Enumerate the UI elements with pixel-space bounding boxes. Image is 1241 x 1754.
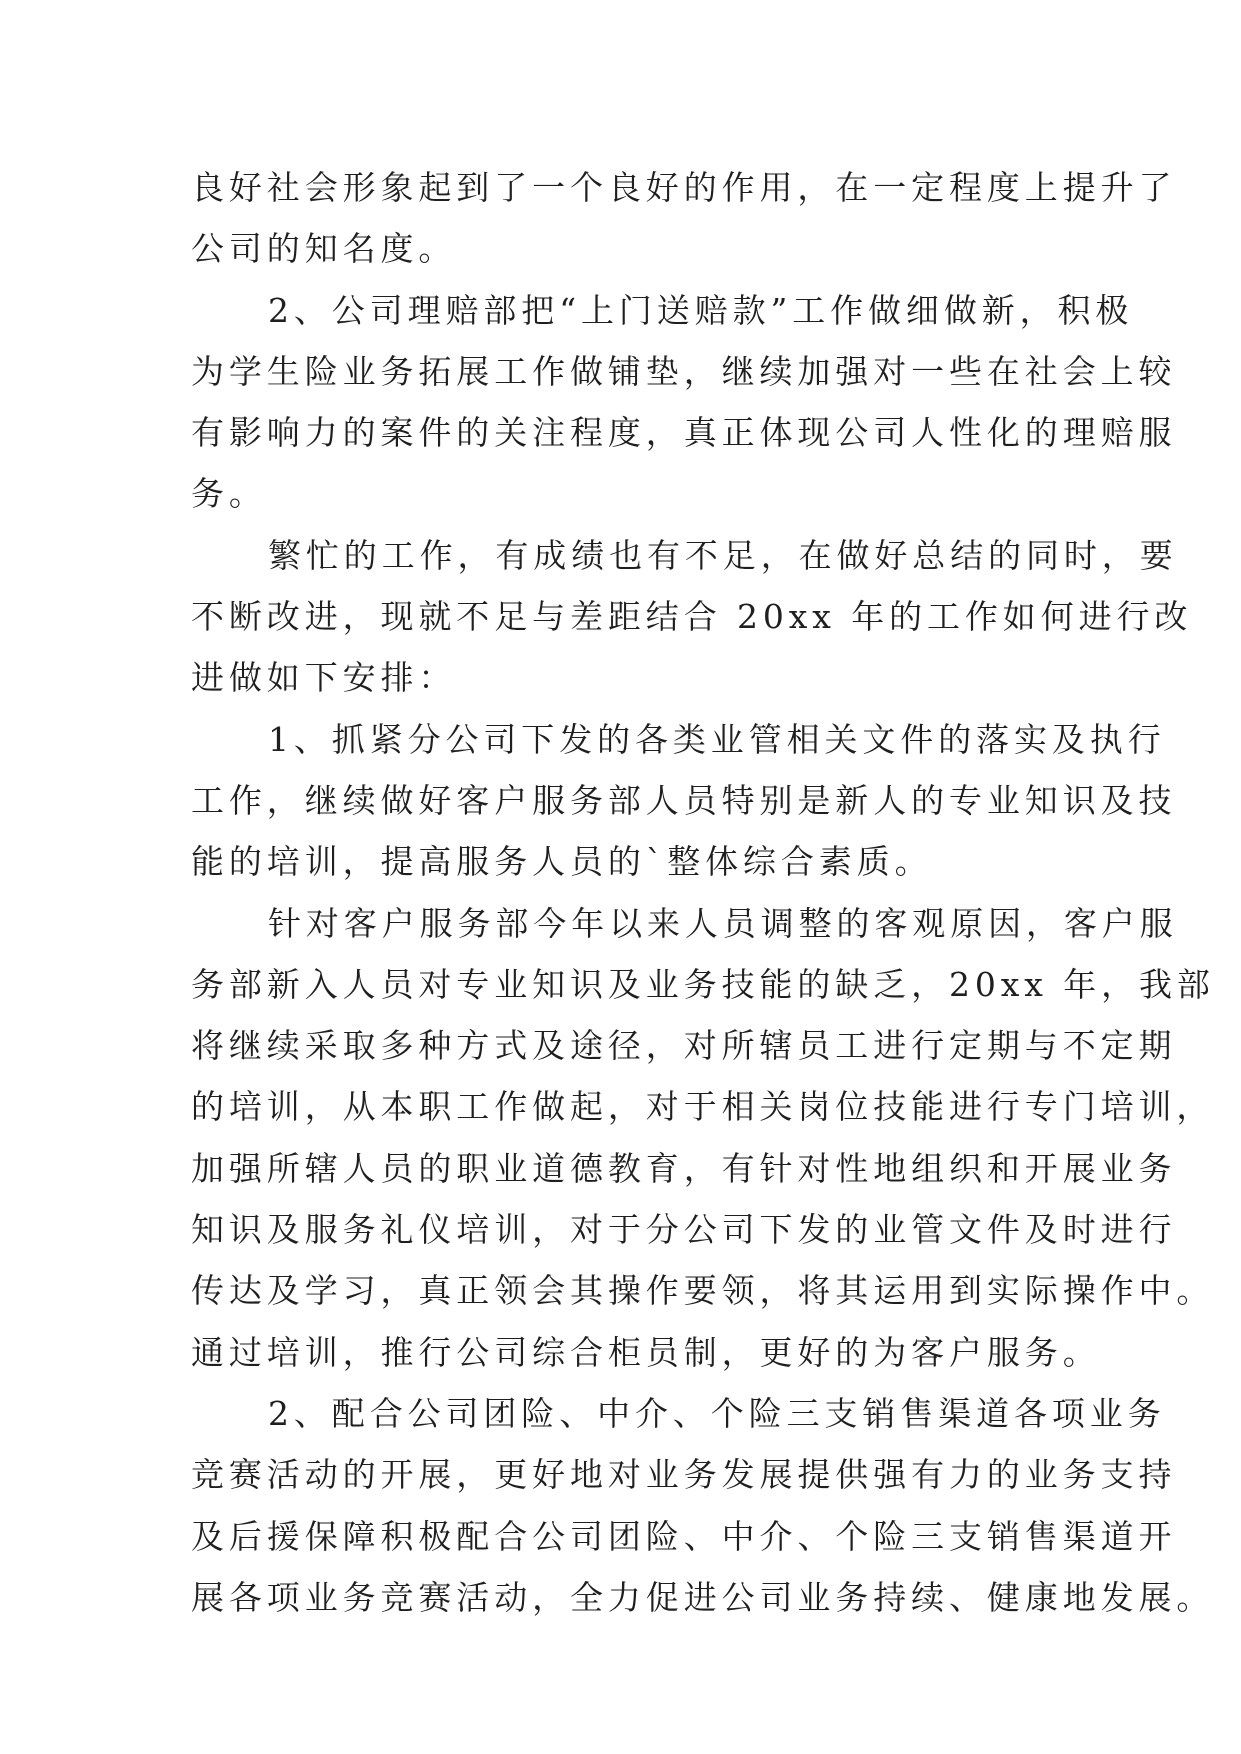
text-line: 针对客户服务部今年以来人员调整的客观原因，客户服 [268, 903, 1178, 943]
text-line: 繁忙的工作，有成绩也有不足，在做好总结的同时，要 [268, 535, 1178, 575]
text-line: 2、公司理赔部把“上门送赔款”工作做细做新，积极 [268, 290, 1134, 330]
text-line: 2、配合公司团险、中介、个险三支销售渠道各项业务 [268, 1393, 1166, 1433]
text-line: 能的培训，提高服务人员的`整体综合素质。 [191, 842, 933, 882]
text-line: 及后援保障积极配合公司团险、中介、个险三支销售渠道开 [191, 1516, 1177, 1556]
text-line: 展各项业务竞赛活动，全力促进公司业务持续、健康地发展。 [191, 1577, 1215, 1617]
paragraph-3 [191, 525, 1193, 709]
text-line: 传达及学习，真正领会其操作要领，将其运用到实际操作中。 [191, 1271, 1215, 1311]
paragraph-1 [191, 157, 1177, 280]
paragraph-2 [191, 280, 1177, 525]
text-line: 务。 [191, 474, 267, 514]
text-line: 将继续采取多种方式及途径，对所辖员工进行定期与不定期 [191, 1026, 1177, 1066]
paragraph-5 [191, 893, 1215, 1383]
text-line: 良好社会形象起到了一个良好的作用，在一定程度上提升了 [191, 168, 1177, 207]
text-line: 进做如下安排： [191, 658, 457, 698]
document-body [191, 157, 1215, 1628]
text-line: 知识及服务礼仪培训，对于分公司下发的业管文件及时进行 [191, 1210, 1177, 1250]
text-line: 的培训，从本职工作做起，对于相关岗位技能进行专门培训， [191, 1087, 1215, 1127]
text-line: 加强所辖人员的职业道德教育，有针对性地组织和开展业务 [191, 1148, 1177, 1188]
text-line: 公司的知名度。 [191, 229, 457, 269]
paragraph-4 [191, 709, 1177, 893]
text-line: 1、抓紧分公司下发的各类业管相关文件的落实及执行 [268, 719, 1166, 759]
text-line: 务部新入人员对专业知识及业务技能的缺乏，20xx 年，我部 [191, 964, 1215, 1004]
text-line: 不断改进，现就不足与差距结合 20xx 年的工作如何进行改 [191, 597, 1193, 637]
paragraph-6 [191, 1383, 1215, 1628]
text-line: 竞赛活动的开展，更好地对业务发展提供强有力的业务支持 [191, 1455, 1177, 1495]
text-line: 有影响力的案件的关注程度，真正体现公司人性化的理赔服 [191, 413, 1177, 453]
text-line: 工作，继续做好客户服务部人员特别是新人的专业知识及技 [191, 780, 1177, 820]
text-line: 为学生险业务拓展工作做铺垫，继续加强对一些在社会上较 [191, 351, 1177, 391]
text-line: 通过培训，推行公司综合柜员制，更好的为客户服务。 [191, 1332, 1101, 1372]
